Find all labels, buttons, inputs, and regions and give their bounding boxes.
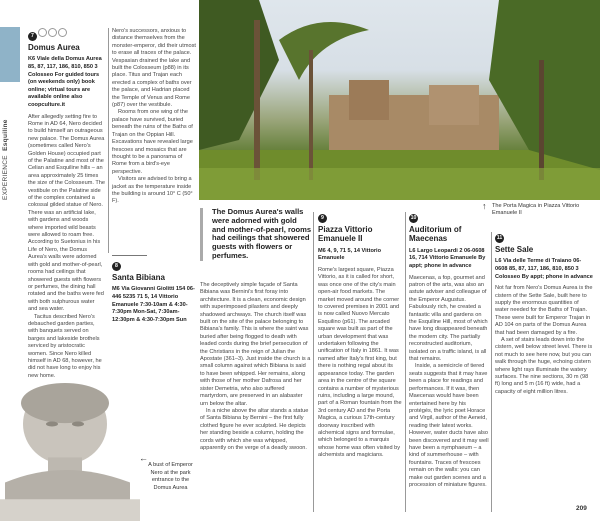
category-icon: [48, 28, 57, 37]
paragraph: The deceptively simple façade of Santa Bibiana was Bernini's first foray into architecture. It is a clean, economic design with superimposed pilasters and deeply shadowed archways. The church itself was built on the site of the palace belonging to Bibiana's family. This is where the saint was buried after being flogged to death with leaded cords during the brief persecution of the Christians in the reign of Julian the Apostate (361–3). Just inside the church is a small column against which Bibiana is said to have been whipped. Her remains, along with those of her mother Dafrosa and her sister Demetria, who also suffered martyrdom, are preserved in an alabaster urn below the altar.: [200, 282, 311, 407]
entry-info: M6 Via Giovanni Giolitti 154 06-446 5235 71 5, 14 Vittorio Emanuele 7:30-10am & 4:30-7:30pm Mon-Sat, 7:30am-12:30pm & 4:30-7:30pm Sun: [112, 286, 195, 323]
bust-caption: [139, 453, 198, 492]
column-divider: [405, 212, 406, 512]
arrow-left-icon: ←: [139, 453, 148, 463]
porta-magica-photo: [199, 0, 600, 200]
sette-sale-entry: [495, 234, 593, 396]
paragraph: Rome's largest square, Piazza Vittorio, as it is called for short, was once one of the city's main open-air food markets. The market moved around the corner to covered premises in 2001 and is now called Nuovo Mercato Esquilino (p61). The arcaded square was built as part of the urban development that was undertaken following the unification of Italy in 1861. It was named after Italy's first king, but there is nothing regal about its appearance today. The garden area in the centre of the square contains a number of mysterious ruins, including a large mound, part of a Roman fountain from the 3rd century AD and the Porta Magica, a curious 17th-century doorway inscribed with alchemical signs and formulae, which belonged to a marquis whose home was often visited by alchemists and magicians.: [318, 267, 402, 459]
paragraph: Maecenas, a fop, gourmet and patron of the arts, was also an astute adviser and colleague of the Emperor Augustus. Fabulously rich, he created a fantastic villa and gardens on the Esquiline Hill, most of which have long disappeared beneath the modern city. The partially reconstructed auditorium, isolated on a traffic island, is all that remains.: [409, 274, 488, 363]
entry-number: 7: [28, 32, 37, 41]
entry-info: L6 Via delle Terme di Traiano 06-0608 85, 87, 117, 186, 810, 850 3 Colosseo By appt; phone in advance: [495, 258, 593, 280]
paragraph: A set of stairs leads down into the cistern, well below street level. There is not much to see here now, but you can walk through the huge, echoing cistern where light rays illuminate the watery surfaces. The nine sections, 30 m (98 ft) long and 5 m (16 ft) wide, had a capacity of eight million litres.: [495, 337, 593, 395]
entry-number: 8: [112, 262, 121, 271]
bust-caption-text: A bust of Emperor Nero at the park entrance to the Domus Aurea: [148, 462, 193, 491]
entry-title: Domus Aurea: [28, 43, 80, 52]
paragraph: Rooms from one wing of the palace have survived, buried beneath the ruins of the Baths of Trajan on the Oppian Hill. Excavations have revealed large frescoes and mosaics that are thought to be a panorama of Rome from a bird's-eye perspective.: [112, 109, 193, 175]
photo-caption: [482, 201, 592, 218]
paragraph: After allegedly setting fire to Rome in AD 64, Nero decided to build himself an outrageous new palace. The Domus Aurea (sometimes called Nero's Golden House) occupied part of the Palatine and most of the Celian and Esquiline hills – an area approximately 25 times the size of the Colosseum. The vestibule on the Palatine side of the complex contained a colossal gilded statue of Nero. There was an artificial lake, with gardens and woods where imported wild beasts were allowed to roam free. According to Suetonius in his Life of Nero, the Domus Aurea's walls were adorned with gold and mother-of-pearl, rooms had ceilings that showered guests with flowers or perfumes, the dining hall rotated and the baths were fed with both sulphurous water and sea water.: [28, 113, 106, 313]
paragraph: Not far from Nero's Domus Aurea is the cistern of the Sette Sale, built here to supply the enormous quantities of water needed for the Baths of Trajan. These were built for Emperor Trajan in AD 104 on parts of the Domus Aurea that had been damaged by a fire.: [495, 285, 593, 336]
entry-title: Piazza Vittorio Emanuele II: [318, 225, 373, 244]
piazza-vittorio-entry: [318, 214, 402, 460]
entry-number: 11: [496, 235, 503, 241]
paragraph: Nero's successors, anxious to distance themselves from the monster-emperor, did their utmost to erase all traces of the palace. Vespasian drained the lake and built the Colosseum (p88) in its place. Titus and Trajan each erected a complex of baths over the palace, and Hadrian placed the Temple of Venus and Rome (p87) over the vestibule.: [112, 28, 196, 109]
paragraph: Tacitus described Nero's debauched garden parties, with banquets served on barges and lakeside brothels serviced by aristocratic women. Since Nero killed himself in AD 68, however, he did not have long to enjoy his new home.: [28, 313, 102, 379]
santa-bibiana-continued: [200, 282, 311, 452]
entry-info: K6 Viale della Domus Aurea 85, 87, 117, 186, 810, 850 3 Colosseo For guided tours (on weekends only) book online; virtual tours are available online also coopculture.it: [28, 56, 102, 108]
paragraph: Visitors are advised to bring a jacket as the temperature inside the building is around 10° C (50° F).: [112, 176, 193, 205]
category-icon: [58, 28, 67, 37]
auditorium-entry: [409, 214, 489, 489]
domus-aurea-entry: [28, 28, 105, 380]
entry-number: 9: [318, 214, 327, 223]
section-name: EXPERIENCE: [2, 155, 9, 200]
photo-caption-text: The Porta Magica in Piazza Vittorio Emanuele II: [492, 203, 580, 217]
arrow-up-icon: ↑: [482, 201, 487, 211]
entry-title: Auditorium of Maecenas: [409, 225, 462, 244]
domus-aurea-continued: [112, 28, 196, 206]
section-label: [2, 119, 9, 200]
entry-title: Sette Sale: [495, 245, 534, 254]
entry-info: L6 Largo Leopardi 2 06-0608 16, 714 Vittorio Emanuele By appt; phone in advance: [409, 247, 486, 269]
entry-info: M6 4, 9, 71 5, 14 Vittorio Emanuele: [318, 247, 382, 262]
divider: [112, 255, 147, 256]
column-divider: [491, 232, 492, 512]
section-tab: [0, 27, 20, 82]
area-name: Esquiline: [2, 119, 9, 151]
santa-bibiana-entry: [112, 262, 198, 328]
pull-quote: The Domus Aurea's walls were adorned with gold and mother-of-pearl, rooms had ceilings that showered guests with flowers or perfumes.: [200, 208, 312, 261]
paragraph: Inside, a semicircle of tiered seats suggests that it may have been a place for readings and performances. If it was, then Maecenas would have been entertained here by his protégés, the lyric poet Horace and Virgil, author of the Aeneid, reading their latest works. However, water ducts have also been discovered and it may well have been a nymphaeum – a kind of summerhouse – with fountains. Traces of frescoes remain on the walls: you can make out garden scenes and a procession of miniature figures.: [409, 363, 489, 488]
entry-number: 10: [410, 215, 417, 221]
page-number: 209: [576, 505, 587, 512]
column-divider: [313, 212, 314, 512]
nero-bust-image: [0, 378, 140, 521]
entry-title: Santa Bibiana: [112, 273, 165, 282]
paragraph: In a niche above the altar stands a statue of Santa Bibiana by Bernini – the first fully clothed figure he ever sculpted. He depicts her standing beside a column, holding the cords with which she was whipped, apparently on the verge of a deadly swoon.: [200, 407, 309, 451]
category-icon: [38, 28, 47, 37]
column-divider: [108, 28, 109, 253]
